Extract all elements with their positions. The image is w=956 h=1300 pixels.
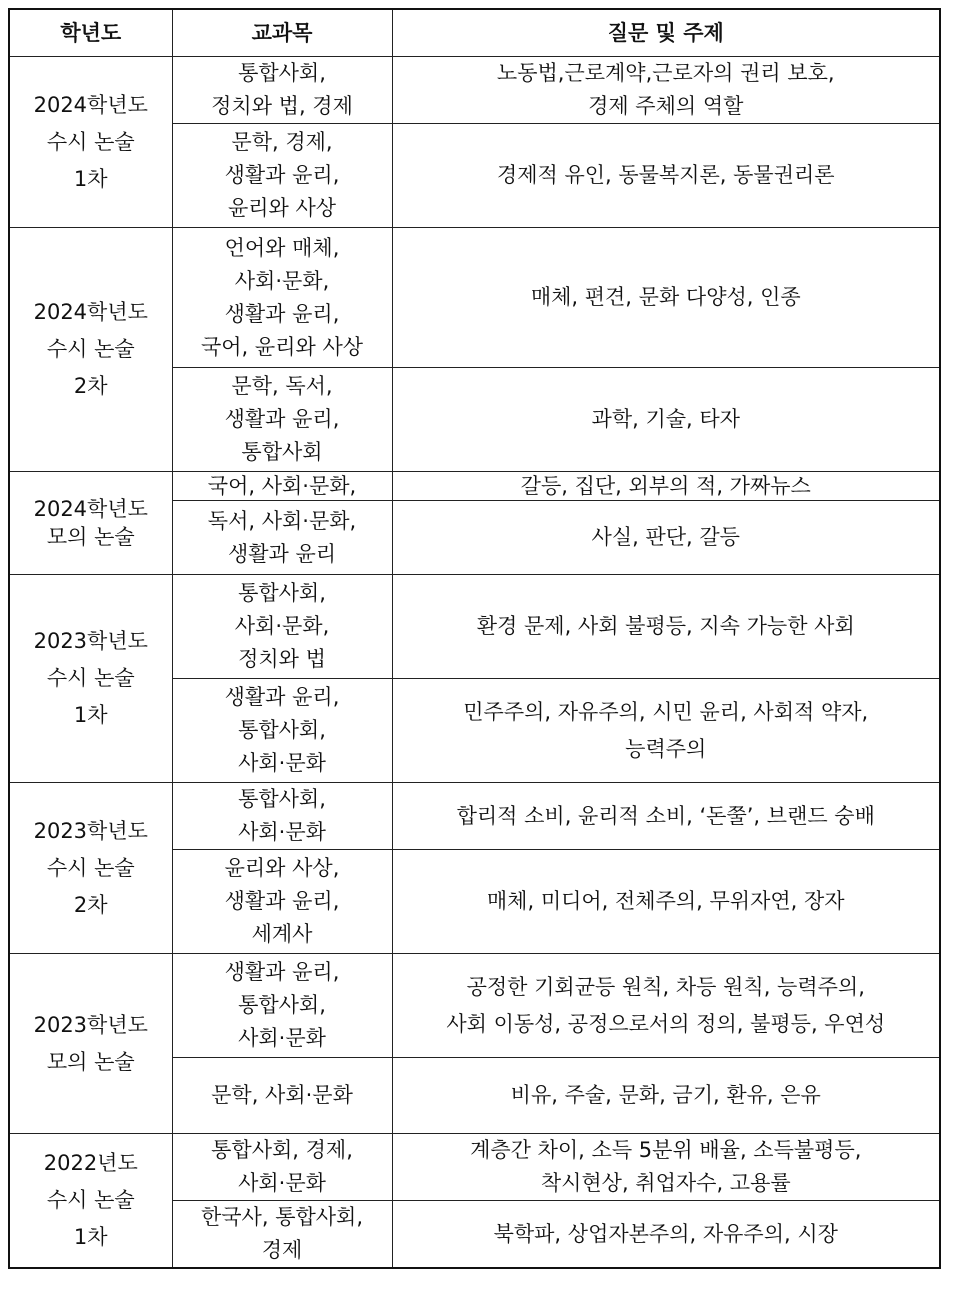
table-row	[9, 954, 940, 1058]
subject-cell: 통합사회, 사회·문화	[172, 783, 392, 850]
year-cell: 2023학년도 수시 논술 2차	[9, 783, 172, 954]
year-cell: 2024학년도 수시 논술 1차	[9, 57, 172, 228]
header-subject: 교과목	[172, 9, 392, 57]
topic-cell: 경제적 유인, 동물복지론, 동물권리론	[392, 124, 940, 228]
topic-cell: 합리적 소비, 윤리적 소비, ‘돈쭐’, 브랜드 숭배	[392, 783, 940, 850]
topic-cell: 과학, 기술, 타자	[392, 368, 940, 472]
topic-cell: 매체, 미디어, 전체주의, 무위자연, 장자	[392, 850, 940, 954]
year-cell: 2024학년도 모의 논술	[9, 472, 172, 575]
year-cell: 2024학년도 수시 논술 2차	[9, 228, 172, 472]
table-row	[9, 228, 940, 368]
subject-cell: 언어와 매체, 사회·문화, 생활과 윤리, 국어, 윤리와 사상	[172, 228, 392, 368]
topic-cell: 공정한 기회균등 원칙, 차등 원칙, 능력주의, 사회 이동성, 공정으로서의 정의, 불평등, 우연성	[392, 954, 940, 1058]
subject-cell: 문학, 경제, 생활과 윤리, 윤리와 사상	[172, 124, 392, 228]
table-row	[9, 57, 940, 124]
topic-cell: 노동법,근로계약,근로자의 권리 보호, 경제 주체의 역할	[392, 57, 940, 124]
subject-cell: 생활과 윤리, 통합사회, 사회·문화	[172, 954, 392, 1058]
year-cell: 2022년도 수시 논술 1차	[9, 1134, 172, 1269]
subject-cell: 문학, 사회·문화	[172, 1058, 392, 1134]
topic-cell: 사실, 판단, 갈등	[392, 501, 940, 575]
subject-cell: 한국사, 통합사회, 경제	[172, 1201, 392, 1269]
subject-cell: 통합사회, 정치와 법, 경제	[172, 57, 392, 124]
table-row	[9, 783, 940, 850]
header-year: 학년도	[9, 9, 172, 57]
topic-cell: 계층간 차이, 소득 5분위 배율, 소득불평등, 착시현상, 취업자수, 고용률	[392, 1134, 940, 1201]
year-cell: 2023학년도 수시 논술 1차	[9, 575, 172, 783]
subject-cell: 문학, 독서, 생활과 윤리, 통합사회	[172, 368, 392, 472]
topic-cell: 민주주의, 자유주의, 시민 윤리, 사회적 약자, 능력주의	[392, 679, 940, 783]
subject-cell: 생활과 윤리, 통합사회, 사회·문화	[172, 679, 392, 783]
topic-cell: 비유, 주술, 문화, 금기, 환유, 은유	[392, 1058, 940, 1134]
table-row	[9, 1134, 940, 1201]
subject-cell: 통합사회, 경제, 사회·문화	[172, 1134, 392, 1201]
subject-cell: 독서, 사회·문화, 생활과 윤리	[172, 501, 392, 575]
topic-cell: 갈등, 집단, 외부의 적, 가짜뉴스	[392, 472, 940, 501]
subject-cell: 윤리와 사상, 생활과 윤리, 세계사	[172, 850, 392, 954]
subject-cell: 통합사회, 사회·문화, 정치와 법	[172, 575, 392, 679]
topic-cell: 환경 문제, 사회 불평등, 지속 가능한 사회	[392, 575, 940, 679]
subject-cell: 국어, 사회·문화,	[172, 472, 392, 501]
year-cell: 2023학년도 모의 논술	[9, 954, 172, 1134]
table-row	[9, 575, 940, 679]
curriculum-table	[8, 8, 941, 1269]
topic-cell: 매체, 편견, 문화 다양성, 인종	[392, 228, 940, 368]
topic-cell: 북학파, 상업자본주의, 자유주의, 시장	[392, 1201, 940, 1269]
header-topic: 질문 및 주제	[392, 9, 940, 57]
header-row	[9, 9, 940, 57]
table-row	[9, 472, 940, 501]
